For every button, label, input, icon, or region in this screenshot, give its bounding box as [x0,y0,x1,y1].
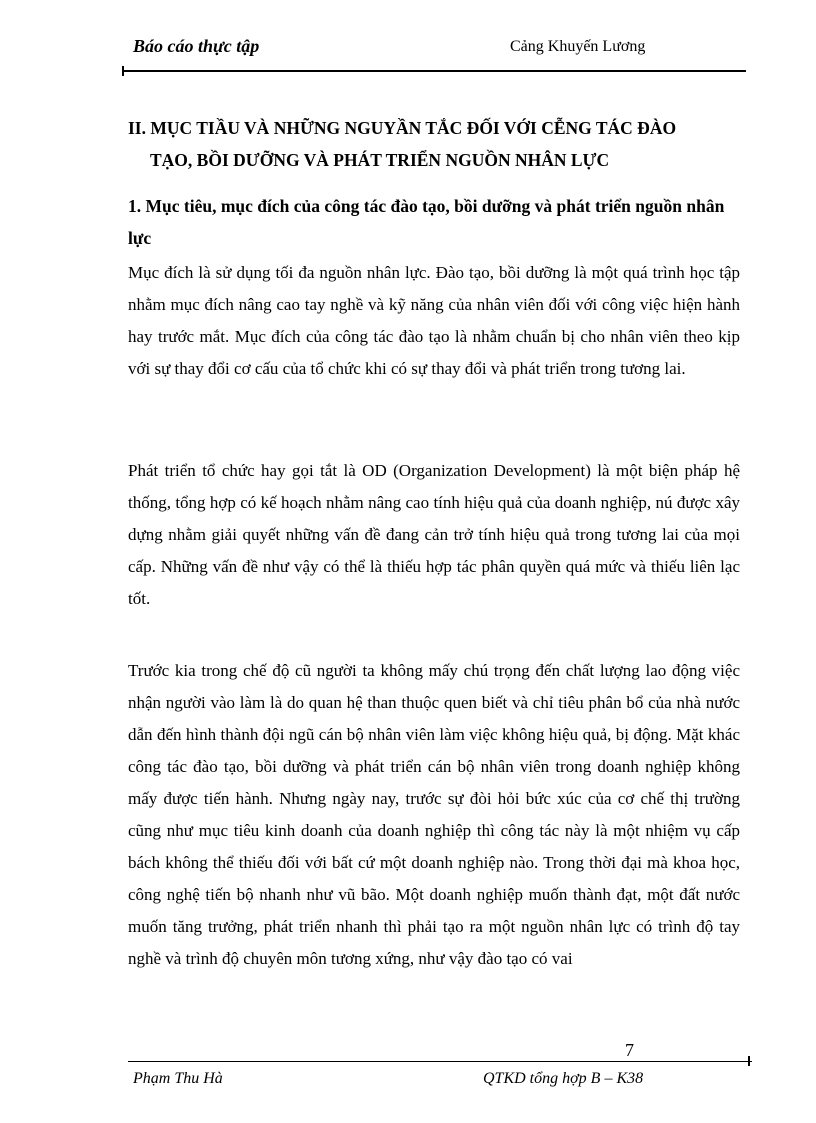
subsection-title: 1. Mục tiêu, mục đích của công tác đào tạo, bồi dưỡng và phát triển nguồn nhân lực [128,196,725,248]
section-title [128,112,756,176]
paragraph-od: Phát triển tổ chức hay gọi tắt là OD (Organization Development) là một biện pháp hệ thống, tổng hợp có kế hoạch nhằm nâng cao tính hiệu quả của doanh nghiệp, nú được xây dựng nhằm giải quyết những vấn đề đang cản trở tính hiệu quả trong tương lai của mọi cấp. Những vấn đề như vậy có thể là thiếu hợp tác phân quyền quá mức và thiếu liên lạc tốt. [128,461,740,608]
footer-rule-tick [748,1056,750,1066]
header-rule-tick [122,66,124,76]
paragraph-purpose: Mục đích là sử dụng tối đa nguồn nhân lực. Đào tạo, bồi dưỡng là một quá trình học tập nhằm mục đích nâng cao tay nghề và kỹ năng của nhân viên đối với công việc hiện hành hay trước mắt. Mục đích của công tác đào tạo là nhằm chuẩn bị cho nhân viên theo kịp với sự thay đổi cơ cấu của tổ chức khi có sự thay đổi và phát triển trong tương lai. [128,263,740,378]
header-rule [122,70,746,72]
page-number: 7 [625,1040,634,1060]
section-title-line1: II. MỤC TIẦU VÀ NHỮNG NGUYẦN TẮC ĐỐI VỚI CỄNG TÁC ĐÀO [128,118,677,138]
footer-class: QTKD tổng hợp B – K38 [483,1070,644,1087]
section-title-line2: TẠO, BỒI DƯỠNG VÀ PHÁT TRIỂN NGUỒN NHÂN LỰC [150,150,610,170]
paragraph-history: Trước kia trong chế độ cũ người ta không mấy chú trọng đến chất lượng lao động việc nhận người vào làm là do quan hệ than thuộc quen biết và chỉ tiêu phân bổ của nhà nước dẫn đến hình thành đội ngũ cán bộ nhân viên làm việc không hiệu quả, bị động. Mặt khác công tác đào tạo, bồi dưỡng và phát triển cán bộ nhân viên trong doanh nghiệp không mấy được tiến hành. Nhưng ngày nay, trước sự đòi hỏi bức xúc của cơ chế thị trường cũng như mục tiêu kinh doanh của doanh nghiệp thì công tác này là một nhiệm vụ cấp bách không thể thiếu đối với bất cứ một doanh nghiệp nào. Trong thời đại mà khoa học, công nghệ tiến bộ nhanh như vũ bão. Một doanh nghiệp muốn thành đạt, một đất nước muốn tăng trưởng, phát triển nhanh thì phải tạo ra một nguồn nhân lực có trình độ tay nghề và trình độ chuyên môn tương xứng, như vậy đào tạo có vai [128,661,740,968]
footer-rule [128,1061,752,1062]
header-report-title: Báo cáo thực tập [133,36,260,56]
header-company: Cảng Khuyến Lương [510,38,646,55]
footer-author: Phạm Thu Hà [133,1070,223,1087]
